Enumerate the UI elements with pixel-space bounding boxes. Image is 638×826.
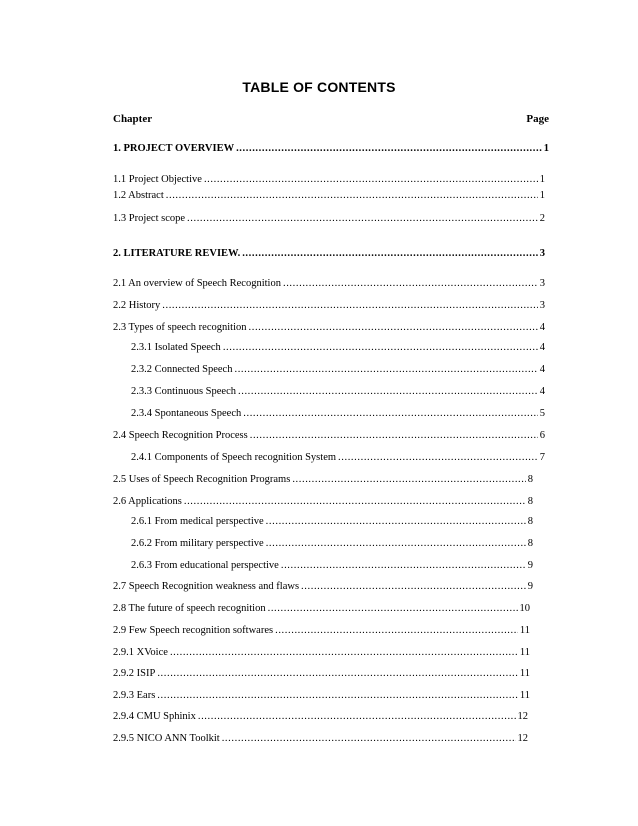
toc-entry-label: 2.3 Types of speech recognition	[113, 322, 247, 333]
chapter-column-header: Chapter	[113, 113, 153, 125]
toc-entry-page: 8	[527, 474, 533, 485]
leader-dots	[266, 536, 526, 551]
toc-entry	[113, 141, 549, 156]
toc-entry-label: 2.3.3 Continuous Speech	[131, 386, 236, 397]
leader-dots	[223, 340, 538, 355]
toc-entry-label: 1. PROJECT OVERVIEW	[113, 143, 235, 154]
toc-entry-page: 12	[517, 711, 528, 722]
toc-entry	[113, 246, 545, 261]
toc-entry-label: 2.1 An overview of Speech Recognition	[113, 278, 281, 289]
toc-entry	[113, 645, 530, 660]
toc-entry-page: 8	[527, 538, 533, 549]
toc-entry	[113, 731, 528, 746]
toc-entry-label: 2.3.1 Isolated Speech	[131, 342, 221, 353]
leader-dots	[266, 514, 526, 529]
leader-dots	[338, 450, 538, 465]
toc-entry	[113, 172, 545, 187]
leader-dots	[268, 601, 518, 616]
toc-entry-label: 2.5 Uses of Speech Recognition Programs	[113, 474, 291, 485]
toc-entry	[131, 362, 545, 377]
toc-entry	[113, 494, 533, 509]
page-column-header: Page	[526, 113, 549, 125]
toc-entry-label: 2. LITERATURE REVIEW.	[113, 248, 241, 259]
leader-dots	[238, 384, 538, 399]
toc-entry-label: 2.8 The future of speech recognition	[113, 603, 266, 614]
toc-entry	[113, 428, 545, 443]
toc-entry	[131, 514, 533, 529]
toc-entry-page: 3	[539, 278, 545, 289]
leader-dots	[162, 298, 538, 313]
toc-entry-label: 2.2 History	[113, 300, 161, 311]
toc-entry	[113, 579, 533, 594]
leader-dots	[184, 494, 526, 509]
toc-entry-page: 3	[539, 300, 545, 311]
toc-entry-page: 9	[527, 560, 533, 571]
toc-entry-page: 12	[517, 733, 528, 744]
leader-dots	[292, 472, 525, 487]
toc-entry-label: 2.4 Speech Recognition Process	[113, 430, 248, 441]
leader-dots	[198, 709, 516, 724]
toc-entry	[131, 340, 545, 355]
toc-entry	[113, 211, 545, 226]
toc-entry-page: 4	[539, 342, 545, 353]
toc-entry-page: 8	[527, 516, 533, 527]
toc-entry-page: 4	[539, 322, 545, 333]
toc-entry	[113, 709, 528, 724]
leader-dots	[250, 428, 538, 443]
toc-entry	[131, 558, 533, 573]
toc-entry-label: 2.6.3 From educational perspective	[131, 560, 279, 571]
toc-entry-label: 2.3.2 Connected Speech	[131, 364, 233, 375]
toc-entry-page: 11	[519, 625, 530, 636]
toc-entry	[113, 472, 533, 487]
leader-dots	[301, 579, 526, 594]
leader-dots	[187, 211, 538, 226]
leader-dots	[281, 558, 526, 573]
toc-entry-label: 2.6.2 From military perspective	[131, 538, 264, 549]
toc-entry-label: 1.1 Project Objective	[113, 174, 202, 185]
toc-entry-label: 2.7 Speech Recognition weakness and flaws	[113, 581, 300, 592]
leader-dots	[249, 320, 538, 335]
leader-dots	[157, 666, 518, 681]
toc-entry-page: 11	[519, 668, 530, 679]
toc-entry-page: 1	[539, 174, 545, 185]
toc-entry	[131, 536, 533, 551]
toc-entry	[113, 298, 545, 313]
toc-entry-label: 2.3.4 Spontaneous Speech	[131, 408, 242, 419]
toc-entry-label: 2.9.3 Ears	[113, 690, 156, 701]
toc-entry-label: 2.4.1 Components of Speech recognition System	[131, 452, 337, 463]
toc-entry	[131, 450, 545, 465]
toc-entry-page: 11	[519, 647, 530, 658]
toc-entry-page: 7	[539, 452, 545, 463]
leader-dots	[242, 246, 538, 261]
leader-dots	[283, 276, 538, 291]
leader-dots	[170, 645, 518, 660]
toc-entry-page: 6	[539, 430, 545, 441]
leader-dots	[275, 623, 518, 638]
toc-entry-page: 10	[519, 603, 530, 614]
toc-entry-label: 2.9 Few Speech recognition softwares	[113, 625, 274, 636]
toc-entry-label: 1.3 Project scope	[113, 213, 186, 224]
toc-entry-label: 2.6.1 From medical perspective	[131, 516, 264, 527]
leader-dots	[204, 172, 538, 187]
page-title: TABLE OF CONTENTS	[242, 79, 396, 95]
toc-entry-label: 2.6 Applications	[113, 496, 182, 507]
toc-entry-page: 2	[539, 213, 545, 224]
toc-entry-label: 2.9.1 XVoice	[113, 647, 168, 658]
leader-dots	[166, 188, 538, 203]
toc-entry-page: 5	[539, 408, 545, 419]
toc-entry	[113, 276, 545, 291]
toc-entry-page: 3	[539, 248, 545, 259]
toc-entry-label: 2.9.5 NICO ANN Toolkit	[113, 733, 220, 744]
toc-entry	[113, 601, 530, 616]
toc-entry	[113, 666, 530, 681]
leader-dots	[234, 362, 537, 377]
toc-entry-page: 1	[539, 190, 545, 201]
toc-entry-page: 4	[539, 386, 545, 397]
toc-entry	[131, 384, 545, 399]
leader-dots	[157, 688, 518, 703]
toc-entry-label: 1.2 Abstract	[113, 190, 164, 201]
toc-entry-label: 2.9.4 CMU Sphinix	[113, 711, 196, 722]
leader-dots	[243, 406, 538, 421]
toc-entry-page: 9	[527, 581, 533, 592]
toc-entry-label: 2.9.2 ISIP	[113, 668, 156, 679]
leader-dots	[222, 731, 516, 746]
toc-entry	[113, 188, 545, 203]
toc-entry-page: 11	[519, 690, 530, 701]
toc-entry-page: 1	[543, 143, 549, 154]
toc-entry-page: 8	[527, 496, 533, 507]
toc-entry	[113, 320, 545, 335]
leader-dots	[236, 141, 542, 156]
toc-entry	[113, 623, 530, 638]
toc-entry	[131, 406, 545, 421]
toc-entry-page: 4	[539, 364, 545, 375]
toc-entry	[113, 688, 530, 703]
